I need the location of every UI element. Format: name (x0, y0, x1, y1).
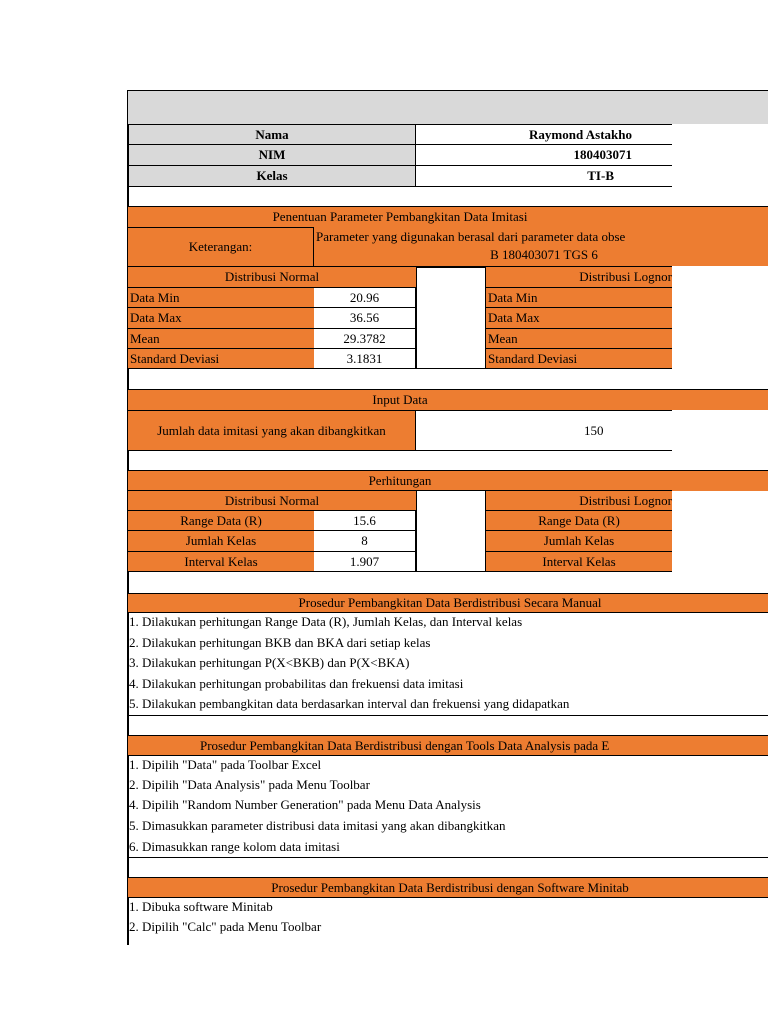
calc-row-label: Jumlah Kelas (128, 531, 314, 552)
tools-step: 5. Dimasukkan parameter distribusi data imitasi yang akan dibangkitkan (129, 818, 506, 833)
param-spacer (416, 267, 486, 369)
manual-step: 2. Dilakukan perhitungan BKB dan BKA dari setiap kelas (129, 635, 431, 650)
param-log-row-label: Data Max (486, 308, 672, 329)
tools-step: 1. Dipilih "Data" pada Toolbar Excel (129, 757, 322, 772)
nama-label: Nama (128, 124, 416, 145)
minitab-step: 2. Dipilih "Calc" pada Menu Toolbar (129, 919, 322, 934)
param-row-label: Standard Deviasi (128, 349, 314, 369)
calc-log-row-label: Interval Kelas (486, 552, 672, 572)
calc-row-value: 8 (314, 531, 416, 552)
calc-row-label: Range Data (R) (128, 511, 314, 531)
minitab-title: Prosedur Pembangkitan Data Berdistribusi dengan Software Minitab (271, 879, 629, 895)
param-normal-header: Distribusi Normal (128, 267, 416, 288)
nim-label: NIM (128, 145, 416, 166)
kelas-value: TI-B (416, 166, 672, 187)
calc-normal-header: Distribusi Normal (128, 490, 416, 511)
calc-spacer (416, 490, 486, 572)
input-value: 150 (416, 410, 672, 451)
calc-log-row-label: Range Data (R) (486, 511, 672, 531)
manual-step: 3. Dilakukan perhitungan P(X<BKB) dan P(X<BKA) (129, 655, 410, 670)
param-log-row-label: Data Min (486, 288, 672, 308)
minitab-step: 1. Dibuka software Minitab (129, 899, 273, 914)
param-row-label: Data Max (128, 308, 314, 329)
calc-lognormal-header: Distribusi Lognor (486, 490, 672, 511)
perhitungan-title: Perhitungan (368, 472, 432, 488)
tools-title: Prosedur Pembangkitan Data Berdistribusi dengan Tools Data Analysis pada E (200, 737, 610, 753)
input-label: Jumlah data imitasi yang akan dibangkitkan (128, 410, 416, 451)
manual-step: 4. Dilakukan perhitungan probabilitas dan frekuensi data imitasi (129, 676, 464, 691)
param-log-row-label: Standard Deviasi (486, 349, 672, 369)
calc-row-label: Interval Kelas (128, 552, 314, 572)
nim-value: 180403071 (416, 145, 672, 166)
tools-step: 2. Dipilih "Data Analysis" pada Menu Toolbar (129, 777, 370, 792)
param-row-value: 36.56 (314, 308, 416, 329)
param-row-value: 3.1831 (314, 349, 416, 369)
kelas-label: Kelas (128, 166, 416, 187)
keterangan-label: Keterangan: (128, 227, 314, 267)
param-log-row-label: Mean (486, 329, 672, 349)
parameter-title: Penentuan Parameter Pembangkitan Data Imitasi (272, 208, 528, 224)
param-row-label: Data Min (128, 288, 314, 308)
manual-step: 5. Dilakukan pembangkitan data berdasarkan interval dan frekuensi yang didapatkan (129, 696, 570, 711)
param-row-value: 29.3782 (314, 329, 416, 349)
calc-row-value: 1.907 (314, 552, 416, 572)
tools-step: 6. Dimasukkan range kolom data imitasi (129, 839, 340, 854)
manual-step: 1. Dilakukan perhitungan Range Data (R), Jumlah Kelas, dan Interval kelas (129, 614, 523, 629)
keterangan-line2: B 180403071 TGS 6 (490, 247, 598, 262)
param-row-value: 20.96 (314, 288, 416, 308)
param-row-label: Mean (128, 329, 314, 349)
calc-log-row-label: Jumlah Kelas (486, 531, 672, 552)
input-title: Input Data (372, 391, 428, 407)
calc-row-value: 15.6 (314, 511, 416, 531)
nama-value: Raymond Astakho (416, 124, 672, 145)
tools-step: 4. Dipilih "Random Number Generation" pada Menu Data Analysis (129, 797, 481, 812)
keterangan-line1: Parameter yang digunakan berasal dari parameter data obse (316, 229, 626, 244)
param-lognormal-header: Distribusi Lognor (486, 267, 672, 288)
manual-title: Prosedur Pembangkitan Data Berdistribusi Secara Manual (298, 595, 602, 610)
